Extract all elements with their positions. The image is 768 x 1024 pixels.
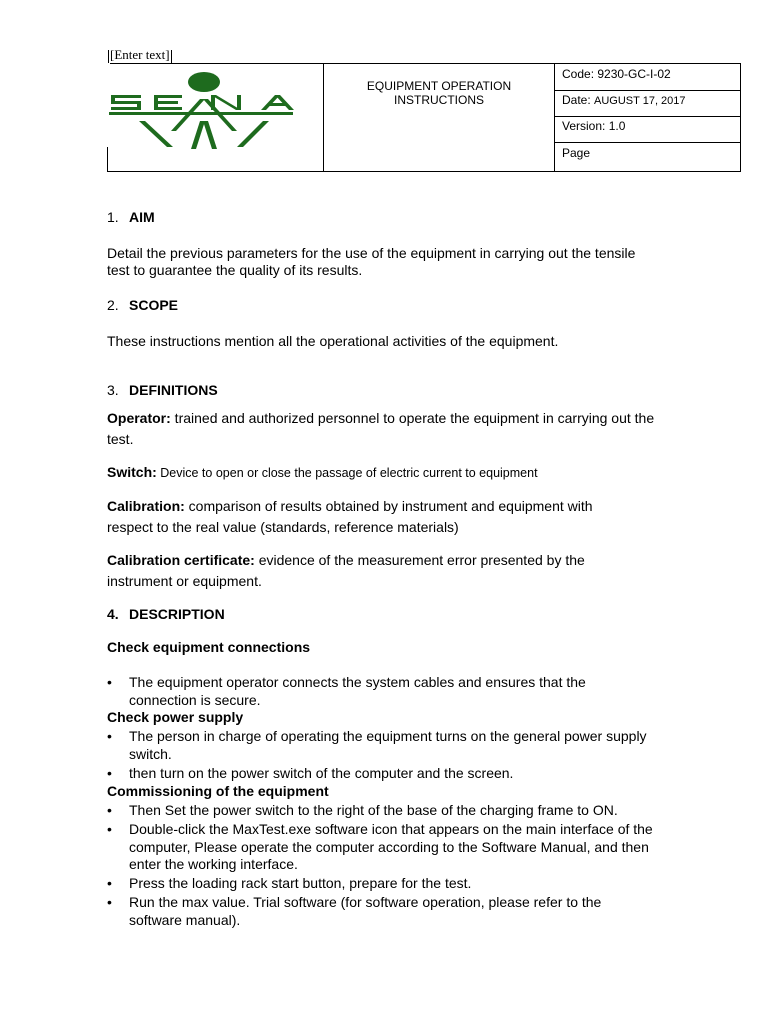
list-item xyxy=(107,674,647,709)
date-value: AUGUST 17, 2017 xyxy=(594,95,686,107)
bullet-icon: • xyxy=(107,728,112,744)
document-header-table xyxy=(107,63,741,172)
definition-term: Calibration: xyxy=(107,498,185,514)
bullet-icon: • xyxy=(107,674,112,690)
scope-paragraph: These instructions mention all the operational activities of the equipment. xyxy=(107,333,559,349)
bullet-icon: • xyxy=(107,765,112,781)
definition-term: Calibration certificate: xyxy=(107,552,255,568)
sena-logo xyxy=(109,69,295,151)
date-label: Date: xyxy=(562,93,595,107)
section-heading-scope xyxy=(107,297,667,313)
column-divider xyxy=(554,64,555,171)
list-item-text: Run the max value. Trial software (for software operation, please refer to the software manual). xyxy=(129,894,602,928)
definition-calibration xyxy=(107,496,637,538)
list-item-text: Press the loading rack start button, prepare for the test. xyxy=(129,875,472,891)
list-item-text: then turn on the power switch of the computer and the screen. xyxy=(129,765,514,781)
row-divider xyxy=(554,116,740,117)
section-heading-aim xyxy=(107,209,667,225)
list-item xyxy=(107,821,657,874)
list-item xyxy=(107,875,667,893)
row-divider xyxy=(554,90,740,91)
list-item-text: The equipment operator connects the system cables and ensures that the connection is secure. xyxy=(129,674,586,708)
definition-switch xyxy=(107,462,667,484)
section-heading-definitions xyxy=(107,382,667,398)
aim-paragraph: Detail the previous parameters for the use of the equipment in carrying out the tensile test to guarantee the quality of its results. xyxy=(107,245,636,278)
version-cell: Version: 1.0 xyxy=(562,119,626,133)
list-item xyxy=(107,765,667,783)
definition-term: Operator: xyxy=(107,410,171,426)
section-title: SCOPE xyxy=(129,297,179,313)
definition-text: comparison of results obtained by instrument and equipment with respect to the real value (standards, reference materials) xyxy=(107,498,593,535)
bullet-icon: • xyxy=(107,802,112,818)
subheading-check-power: Check power supply xyxy=(107,709,244,725)
title-line: EQUIPMENT OPERATION xyxy=(366,79,512,93)
section-number: 1. xyxy=(107,209,119,225)
subheading-commissioning: Commissioning of the equipment xyxy=(107,783,329,799)
section-number: 4. xyxy=(107,606,119,622)
title-line: INSTRUCTIONS xyxy=(394,93,484,107)
bullet-icon: • xyxy=(107,894,112,910)
definition-calibration-certificate xyxy=(107,550,632,592)
page-cell: Page xyxy=(562,146,591,160)
list-item-text: Then Set the power switch to the right of the base of the charging frame to ON. xyxy=(129,802,618,818)
list-item xyxy=(107,894,647,929)
bullet-icon: • xyxy=(107,875,112,891)
section-title: AIM xyxy=(129,209,155,225)
header-placeholder-text[interactable]: [Enter text] xyxy=(110,47,170,62)
list-item xyxy=(107,802,667,820)
section-heading-description xyxy=(107,606,667,622)
section-number: 2. xyxy=(107,297,119,313)
definition-text: Device to open or close the passage of electric current to equipment xyxy=(156,466,538,480)
bullet-icon: • xyxy=(107,821,112,837)
section-title: DESCRIPTION xyxy=(129,606,225,622)
definition-term: Switch: xyxy=(107,464,157,480)
date-cell xyxy=(562,93,686,107)
list-item-text: The person in charge of operating the equipment turns on the general power supply switch. xyxy=(129,728,647,762)
definition-text: evidence of the measurement error presented by the instrument or equipment. xyxy=(107,552,585,589)
section-number: 3. xyxy=(107,382,119,398)
subheading-check-connections: Check equipment connections xyxy=(107,639,311,655)
code-cell: Code: 9230-GC-I-02 xyxy=(562,67,671,81)
definition-operator xyxy=(107,408,655,450)
document-title xyxy=(324,79,554,107)
row-divider xyxy=(554,142,740,143)
list-item-text: Double-click the MaxTest.exe software icon that appears on the main interface of the computer, Please operate the computer according to the Software Manual, and then enter the working interface. xyxy=(129,821,653,872)
definition-text: trained and authorized personnel to operate the equipment in carrying out the test. xyxy=(107,410,655,447)
list-item xyxy=(107,728,652,763)
section-title: DEFINITIONS xyxy=(129,382,218,398)
